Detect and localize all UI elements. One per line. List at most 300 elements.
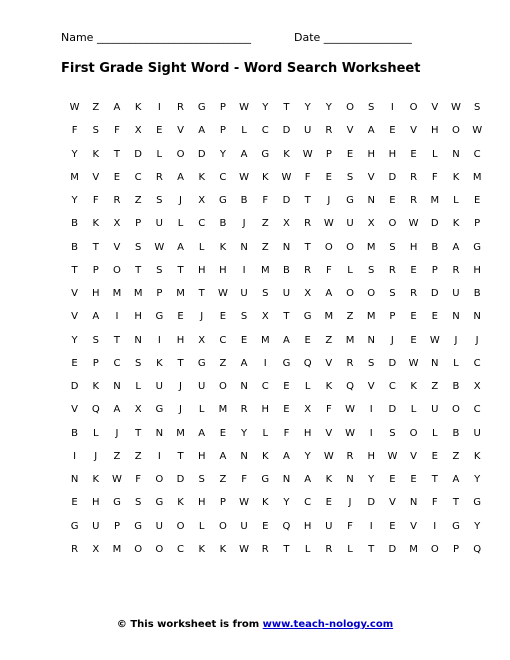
grid-letter: O <box>324 241 333 253</box>
grid-letter: V <box>325 357 333 369</box>
grid-letter: S <box>389 241 396 253</box>
grid-row <box>64 305 488 328</box>
grid-letter: D <box>388 171 397 183</box>
grid-letter: D <box>430 288 439 300</box>
grid-letter: U <box>92 520 100 532</box>
grid-letter: O <box>346 102 354 114</box>
grid-letter: E <box>431 311 438 323</box>
grid-letter: Y <box>474 474 481 486</box>
grid-letter: X <box>283 218 290 230</box>
grid-letter: K <box>219 543 227 555</box>
grid-letter: M <box>324 311 334 323</box>
grid-letter: E <box>283 381 290 393</box>
grid-letter: W <box>408 357 419 369</box>
grid-letter: Q <box>282 520 291 532</box>
grid-letter: A <box>113 404 121 416</box>
grid-letter: W <box>345 404 355 416</box>
grid-row <box>64 119 488 142</box>
grid-letter: R <box>325 125 333 137</box>
grid-letter: K <box>198 171 205 183</box>
grid-letter: P <box>156 288 163 300</box>
date-field <box>294 31 412 44</box>
grid-letter: S <box>156 195 163 207</box>
grid-letter: U <box>346 218 354 230</box>
grid-row <box>64 236 488 259</box>
grid-letter: L <box>431 427 438 439</box>
grid-letter: U <box>325 520 333 532</box>
grid-letter: S <box>240 311 248 323</box>
grid-letter: H <box>367 450 375 462</box>
grid-row <box>64 491 488 514</box>
grid-letter: K <box>452 218 460 230</box>
grid-letter: G <box>473 241 482 253</box>
grid-letter: O <box>452 404 460 416</box>
grid-letter: N <box>346 474 354 486</box>
grid-letter: F <box>92 195 99 207</box>
grid-letter: K <box>134 102 142 114</box>
grid-letter: F <box>347 520 353 532</box>
grid-letter: D <box>388 357 397 369</box>
grid-letter: I <box>263 357 267 369</box>
grid-letter: Z <box>219 474 227 486</box>
grid-letter: T <box>283 102 290 114</box>
grid-letter: Z <box>325 334 333 346</box>
grid-letter: U <box>155 218 163 230</box>
grid-letter: K <box>325 474 333 486</box>
grid-letter: E <box>71 497 78 509</box>
grid-letter: E <box>389 195 396 207</box>
grid-letter: A <box>198 125 206 137</box>
grid-letter: Q <box>91 404 100 416</box>
grid-letter: C <box>134 171 142 183</box>
grid-letter: K <box>262 497 269 509</box>
grid-letter: A <box>304 474 312 486</box>
grid-letter: M <box>366 241 376 253</box>
grid-letter: P <box>92 357 99 369</box>
grid-letter: R <box>410 195 418 207</box>
grid-letter: T <box>177 450 184 462</box>
grid-letter: G <box>155 404 164 416</box>
grid-letter: H <box>134 311 142 323</box>
grid-letter: M <box>176 288 185 300</box>
grid-letter: O <box>134 543 143 555</box>
grid-letter: C <box>113 357 121 369</box>
grid-letter: W <box>302 148 313 160</box>
grid-letter: V <box>71 404 79 416</box>
grid-letter: E <box>389 474 396 486</box>
grid-letter: P <box>325 148 332 160</box>
grid-letter: A <box>452 474 460 486</box>
grid-letter: R <box>155 171 163 183</box>
grid-letter: O <box>346 241 354 253</box>
word-search-grid <box>64 96 488 561</box>
grid-letter: T <box>431 474 438 486</box>
grid-letter: U <box>282 288 291 300</box>
grid-letter: O <box>155 543 164 555</box>
grid-letter: L <box>198 520 205 532</box>
grid-letter: W <box>323 450 334 462</box>
grid-letter: X <box>473 381 481 393</box>
grid-letter: B <box>283 264 290 276</box>
grid-letter: G <box>113 497 121 509</box>
grid-letter: A <box>452 241 460 253</box>
grid-letter: M <box>366 311 376 323</box>
grid-letter: M <box>112 543 122 555</box>
grid-letter: S <box>389 288 396 300</box>
grid-letter: Y <box>304 102 311 114</box>
grid-letter: Y <box>325 102 332 114</box>
grid-letter: G <box>219 195 227 207</box>
grid-letter: M <box>176 427 185 439</box>
grid-letter: X <box>134 125 142 137</box>
grid-letter: X <box>304 404 312 416</box>
grid-letter: K <box>325 381 333 393</box>
grid-letter: V <box>113 241 121 253</box>
grid-letter: R <box>452 264 460 276</box>
grid-letter: B <box>473 288 481 300</box>
grid-letter: P <box>92 264 99 276</box>
grid-letter: R <box>177 102 184 114</box>
grid-letter: D <box>282 125 291 137</box>
grid-letter: D <box>134 148 142 160</box>
grid-letter: X <box>367 218 375 230</box>
grid-letter: W <box>387 450 398 462</box>
grid-letter: J <box>115 427 119 439</box>
grid-letter: V <box>410 125 418 137</box>
grid-letter: Z <box>261 241 269 253</box>
grid-letter: N <box>367 195 375 207</box>
grid-letter: W <box>239 171 250 183</box>
grid-letter: E <box>71 357 78 369</box>
grid-letter: O <box>113 264 121 276</box>
grid-letter: V <box>367 171 375 183</box>
grid-letter: T <box>177 264 184 276</box>
grid-row <box>64 259 488 282</box>
grid-letter: E <box>262 520 269 532</box>
grid-letter: E <box>304 334 311 346</box>
grid-letter: U <box>155 520 163 532</box>
grid-letter: J <box>454 334 458 346</box>
grid-letter: T <box>135 264 142 276</box>
grid-letter: Z <box>431 381 439 393</box>
grid-letter: M <box>112 288 122 300</box>
grid-letter: M <box>345 334 355 346</box>
grid-letter: Y <box>71 195 78 207</box>
grid-letter: H <box>92 497 100 509</box>
grid-letter: U <box>240 520 248 532</box>
grid-letter: F <box>71 125 78 137</box>
grid-letter: S <box>346 171 354 183</box>
grid-letter: R <box>261 543 269 555</box>
grid-letter: M <box>260 334 270 346</box>
grid-letter: V <box>410 450 418 462</box>
grid-letter: E <box>389 520 396 532</box>
grid-letter: N <box>240 241 248 253</box>
grid-letter: O <box>409 427 418 439</box>
grid-letter: Z <box>219 357 227 369</box>
grid-letter: H <box>367 148 375 160</box>
grid-letter: T <box>283 311 290 323</box>
grid-letter: G <box>134 520 143 532</box>
grid-letter: W <box>69 102 80 114</box>
grid-letter: T <box>452 497 460 509</box>
grid-letter: N <box>282 241 291 253</box>
grid-letter: N <box>113 381 121 393</box>
grid-letter: S <box>368 357 375 369</box>
grid-letter: C <box>388 381 396 393</box>
grid-letter: C <box>219 334 227 346</box>
grid-row <box>64 398 488 421</box>
date-label: Date <box>294 31 321 44</box>
grid-letter: E <box>325 497 332 509</box>
grid-letter: J <box>327 195 331 207</box>
grid-letter: D <box>430 218 439 230</box>
grid-letter: P <box>219 102 226 114</box>
grid-row <box>64 166 488 189</box>
grid-letter: E <box>346 148 354 160</box>
grid-letter: Y <box>71 334 78 346</box>
grid-letter: W <box>281 171 292 183</box>
grid-letter: B <box>71 218 79 230</box>
grid-letter: Q <box>303 357 312 369</box>
grid-letter: T <box>368 543 375 555</box>
grid-letter: N <box>240 381 248 393</box>
grid-letter: P <box>389 311 396 323</box>
grid-letter: V <box>325 427 333 439</box>
grid-letter: P <box>113 520 120 532</box>
grid-letter: T <box>198 288 205 300</box>
grid-letter: Z <box>452 450 460 462</box>
grid-letter: O <box>176 148 185 160</box>
grid-letter: G <box>70 520 79 532</box>
footer-link[interactable]: www.teach-nology.com <box>262 619 394 630</box>
grid-letter: H <box>197 450 206 462</box>
grid-letter: P <box>452 543 459 555</box>
grid-letter: L <box>198 241 205 253</box>
grid-letter: T <box>92 241 99 253</box>
grid-letter: S <box>262 288 269 300</box>
grid-letter: H <box>473 264 481 276</box>
grid-letter: U <box>303 125 312 137</box>
grid-letter: R <box>304 264 312 276</box>
grid-letter: A <box>113 102 121 114</box>
grid-letter: S <box>92 334 99 346</box>
grid-letter: N <box>282 474 291 486</box>
grid-letter: S <box>368 102 375 114</box>
grid-letter: N <box>240 450 248 462</box>
grid-letter: X <box>134 404 142 416</box>
grid-letter: H <box>409 241 418 253</box>
grid-letter: K <box>92 218 100 230</box>
grid-row <box>64 96 488 119</box>
footer-text: © This worksheet is from <box>116 619 263 630</box>
grid-letter: D <box>282 195 291 207</box>
grid-letter: B <box>71 427 79 439</box>
grid-row <box>64 375 488 398</box>
footer-credit <box>0 619 510 630</box>
grid-letter: O <box>430 543 439 555</box>
grid-letter: Q <box>346 381 354 393</box>
grid-letter: H <box>303 520 312 532</box>
grid-letter: J <box>348 497 352 509</box>
grid-letter: E <box>177 311 184 323</box>
grid-letter: S <box>134 241 142 253</box>
grid-letter: R <box>113 195 121 207</box>
grid-letter: T <box>283 543 290 555</box>
grid-letter: S <box>198 474 205 486</box>
grid-row <box>64 445 488 468</box>
grid-letter: J <box>179 381 182 393</box>
grid-letter: T <box>113 334 121 346</box>
grid-letter: F <box>283 427 290 439</box>
grid-letter: P <box>219 125 226 137</box>
grid-letter: I <box>242 264 246 276</box>
grid-letter: H <box>261 404 270 416</box>
grid-letter: W <box>217 288 228 300</box>
grid-letter: D <box>197 148 206 160</box>
grid-letter: T <box>304 195 311 207</box>
grid-letter: A <box>177 241 184 253</box>
grid-row <box>64 189 488 212</box>
grid-letter: H <box>219 264 227 276</box>
grid-letter: L <box>453 195 459 207</box>
grid-row <box>64 515 488 538</box>
grid-letter: U <box>473 427 481 439</box>
grid-letter: L <box>410 404 417 416</box>
grid-letter: R <box>410 171 418 183</box>
grid-letter: G <box>197 357 206 369</box>
grid-letter: Y <box>241 427 248 439</box>
grid-letter: E <box>431 450 438 462</box>
grid-letter: C <box>473 357 481 369</box>
grid-letter: K <box>473 450 481 462</box>
grid-letter: Z <box>346 311 354 323</box>
grid-letter: X <box>92 543 100 555</box>
grid-row <box>64 352 488 375</box>
grid-letter: J <box>94 450 98 462</box>
grid-letter: N <box>431 357 439 369</box>
worksheet-title: First Grade Sight Word - Word Search Worksheet <box>61 61 421 76</box>
grid-letter: E <box>410 474 417 486</box>
grid-letter: I <box>369 520 373 532</box>
grid-letter: E <box>113 171 121 183</box>
grid-letter: H <box>197 264 206 276</box>
grid-letter: R <box>388 264 396 276</box>
grid-letter: C <box>473 404 481 416</box>
grid-letter: Z <box>134 450 142 462</box>
grid-letter: O <box>176 520 185 532</box>
grid-letter: G <box>155 311 164 323</box>
grid-letter: I <box>433 520 437 532</box>
grid-letter: Y <box>304 450 311 462</box>
grid-letter: V <box>410 520 418 532</box>
grid-letter: A <box>198 427 206 439</box>
grid-letter: M <box>218 404 228 416</box>
grid-letter: W <box>154 241 165 253</box>
grid-letter: O <box>346 288 354 300</box>
grid-letter: O <box>409 102 418 114</box>
grid-letter: F <box>325 404 332 416</box>
grid-letter: H <box>303 427 312 439</box>
grid-letter: X <box>304 288 312 300</box>
grid-letter: P <box>219 497 226 509</box>
grid-letter: K <box>198 543 205 555</box>
grid-letter: X <box>198 334 206 346</box>
grid-letter: I <box>369 427 373 439</box>
grid-letter: N <box>452 148 460 160</box>
grid-letter: A <box>367 125 375 137</box>
grid-letter: Z <box>113 450 121 462</box>
grid-letter: P <box>431 264 438 276</box>
grid-letter: Y <box>474 520 481 532</box>
grid-letter: W <box>323 218 334 230</box>
grid-letter: A <box>240 357 248 369</box>
grid-letter: R <box>325 543 333 555</box>
grid-letter: N <box>155 427 164 439</box>
grid-letter: C <box>219 171 227 183</box>
grid-letter: K <box>452 171 460 183</box>
grid-letter: Z <box>261 218 269 230</box>
grid-letter: Y <box>368 474 375 486</box>
grid-letter: H <box>431 125 439 137</box>
grid-letter: K <box>262 171 269 183</box>
grid-letter: B <box>431 241 439 253</box>
grid-letter: S <box>134 357 142 369</box>
grid-letter: V <box>431 102 439 114</box>
grid-letter: M <box>133 288 143 300</box>
grid-letter: B <box>452 427 460 439</box>
grid-letter: T <box>177 357 184 369</box>
grid-letter: F <box>114 125 120 137</box>
grid-letter: O <box>367 288 376 300</box>
grid-letter: A <box>177 171 184 183</box>
grid-letter: B <box>452 381 460 393</box>
grid-letter: E <box>410 148 417 160</box>
grid-letter: G <box>197 102 206 114</box>
grid-letter: F <box>304 171 311 183</box>
grid-letter: A <box>325 288 333 300</box>
grid-letter: M <box>409 543 418 555</box>
grid-row <box>64 143 488 166</box>
grid-letter: G <box>261 474 270 486</box>
grid-letter: T <box>304 241 311 253</box>
grid-letter: N <box>367 334 375 346</box>
grid-letter: I <box>157 334 161 346</box>
grid-letter: O <box>155 474 164 486</box>
grid-letter: W <box>239 543 250 555</box>
grid-letter: N <box>473 311 481 323</box>
grid-letter: M <box>472 171 482 183</box>
grid-letter: B <box>219 218 227 230</box>
grid-letter: H <box>176 334 185 346</box>
grid-letter: P <box>474 218 481 230</box>
grid-letter: L <box>135 381 141 393</box>
grid-letter: V <box>92 171 100 183</box>
grid-letter: I <box>73 450 77 462</box>
grid-letter: N <box>452 311 460 323</box>
grid-letter: X <box>198 195 206 207</box>
grid-row <box>64 212 488 235</box>
grid-letter: S <box>389 427 396 439</box>
grid-letter: W <box>472 125 483 137</box>
grid-letter: D <box>388 543 397 555</box>
grid-letter: F <box>431 497 438 509</box>
grid-letter: G <box>473 497 482 509</box>
grid-letter: R <box>71 543 79 555</box>
grid-letter: F <box>135 474 142 486</box>
grid-letter: J <box>179 404 182 416</box>
grid-letter: C <box>304 497 312 509</box>
